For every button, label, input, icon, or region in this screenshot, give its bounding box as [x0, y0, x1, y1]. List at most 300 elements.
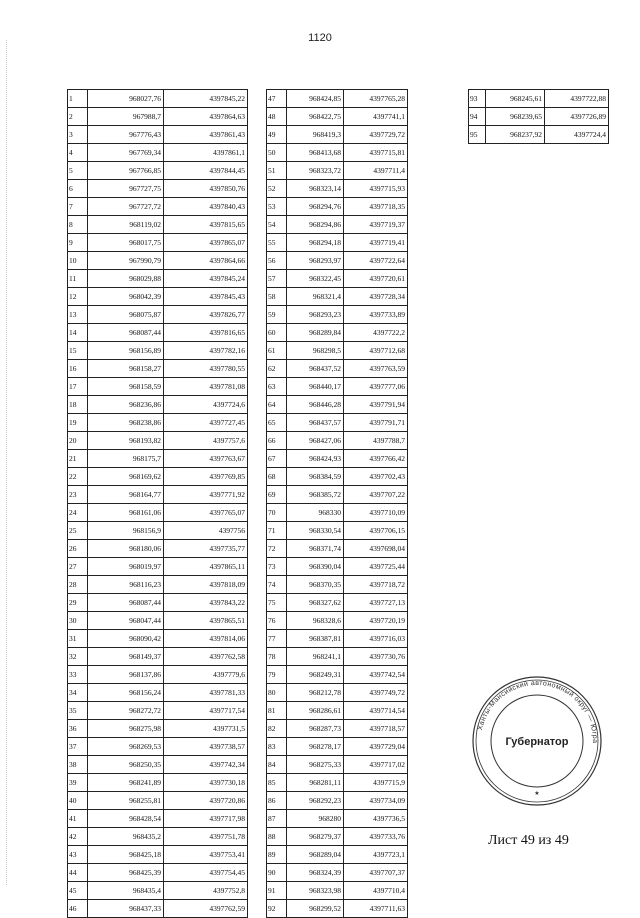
y-coordinate-cell: 4397720,86 [164, 792, 248, 810]
y-coordinate-cell: 4397861,43 [164, 126, 248, 144]
y-coordinate-cell: 4397788,7 [344, 432, 408, 450]
point-number-cell: 85 [267, 774, 287, 792]
scan-edge-mark [6, 40, 8, 885]
y-coordinate-cell: 4397752,8 [164, 882, 248, 900]
table-row [68, 342, 248, 360]
x-coordinate-cell: 968292,23 [287, 792, 344, 810]
point-number-cell: 78 [267, 648, 287, 666]
y-coordinate-cell: 4397733,76 [344, 828, 408, 846]
table-row [267, 378, 408, 396]
x-coordinate-cell: 968413,68 [287, 144, 344, 162]
table-row [469, 108, 609, 126]
x-coordinate-cell: 968161,06 [88, 504, 164, 522]
point-number-cell: 48 [267, 108, 287, 126]
y-coordinate-cell: 4397816,65 [164, 324, 248, 342]
seal-center-text: Губернатор [505, 736, 569, 748]
x-coordinate-cell: 968385,72 [287, 486, 344, 504]
table-row [267, 414, 408, 432]
x-coordinate-cell: 968156,9 [88, 522, 164, 540]
x-coordinate-cell: 968239,65 [486, 108, 545, 126]
y-coordinate-cell: 4397763,67 [164, 450, 248, 468]
x-coordinate-cell: 968149,37 [88, 648, 164, 666]
x-coordinate-cell: 968294,86 [287, 216, 344, 234]
x-coordinate-cell: 968299,52 [287, 900, 344, 918]
point-number-cell: 6 [68, 180, 88, 198]
point-number-cell: 90 [267, 864, 287, 882]
x-coordinate-cell: 968435,4 [88, 882, 164, 900]
x-coordinate-cell: 968298,5 [287, 342, 344, 360]
x-coordinate-cell: 968424,93 [287, 450, 344, 468]
table-row [68, 126, 248, 144]
point-number-cell: 55 [267, 234, 287, 252]
table-row [68, 378, 248, 396]
x-coordinate-cell: 968241,1 [287, 648, 344, 666]
y-coordinate-cell: 4397742,34 [164, 756, 248, 774]
point-number-cell: 54 [267, 216, 287, 234]
point-number-cell: 10 [68, 252, 88, 270]
table-row [267, 774, 408, 792]
point-number-cell: 47 [267, 90, 287, 108]
point-number-cell: 25 [68, 522, 88, 540]
table-row [267, 450, 408, 468]
y-coordinate-cell: 4397719,41 [344, 234, 408, 252]
table-row [267, 900, 408, 918]
point-number-cell: 21 [68, 450, 88, 468]
x-coordinate-cell: 968158,27 [88, 360, 164, 378]
y-coordinate-cell: 4397727,13 [344, 594, 408, 612]
x-coordinate-cell: 968419,3 [287, 126, 344, 144]
point-number-cell: 68 [267, 468, 287, 486]
point-number-cell: 50 [267, 144, 287, 162]
y-coordinate-cell: 4397715,81 [344, 144, 408, 162]
x-coordinate-cell: 968446,28 [287, 396, 344, 414]
x-coordinate-cell: 967727,75 [88, 180, 164, 198]
table-row [68, 270, 248, 288]
point-number-cell: 9 [68, 234, 88, 252]
y-coordinate-cell: 4397840,43 [164, 198, 248, 216]
x-coordinate-cell: 967727,72 [88, 198, 164, 216]
x-coordinate-cell: 968237,92 [486, 126, 545, 144]
y-coordinate-cell: 4397791,71 [344, 414, 408, 432]
y-coordinate-cell: 4397845,24 [164, 270, 248, 288]
y-coordinate-cell: 4397749,72 [344, 684, 408, 702]
x-coordinate-cell: 968289,04 [287, 846, 344, 864]
point-number-cell: 43 [68, 846, 88, 864]
point-number-cell: 18 [68, 396, 88, 414]
y-coordinate-cell: 4397723,1 [344, 846, 408, 864]
point-number-cell: 91 [267, 882, 287, 900]
x-coordinate-cell: 967990,79 [88, 252, 164, 270]
table-row [267, 630, 408, 648]
y-coordinate-cell: 4397719,37 [344, 216, 408, 234]
x-coordinate-cell: 968323,98 [287, 882, 344, 900]
y-coordinate-cell: 4397707,22 [344, 486, 408, 504]
x-coordinate-cell: 968269,53 [88, 738, 164, 756]
point-number-cell: 58 [267, 288, 287, 306]
y-coordinate-cell: 4397706,15 [344, 522, 408, 540]
table-row [469, 126, 609, 144]
point-number-cell: 92 [267, 900, 287, 918]
x-coordinate-cell: 967988,7 [88, 108, 164, 126]
table-row [68, 396, 248, 414]
x-coordinate-cell: 968286,61 [287, 702, 344, 720]
x-coordinate-cell: 968435,2 [88, 828, 164, 846]
y-coordinate-cell: 4397730,18 [164, 774, 248, 792]
point-number-cell: 60 [267, 324, 287, 342]
x-coordinate-cell: 968370,35 [287, 576, 344, 594]
y-coordinate-cell: 4397715,93 [344, 180, 408, 198]
table-row [267, 738, 408, 756]
y-coordinate-cell: 4397845,43 [164, 288, 248, 306]
table-row [68, 306, 248, 324]
x-coordinate-cell: 968212,78 [287, 684, 344, 702]
point-number-cell: 19 [68, 414, 88, 432]
x-coordinate-cell: 968390,04 [287, 558, 344, 576]
table-row [267, 270, 408, 288]
x-coordinate-cell: 968236,86 [88, 396, 164, 414]
point-number-cell: 79 [267, 666, 287, 684]
table-row [68, 828, 248, 846]
table-row [267, 468, 408, 486]
table-row [267, 288, 408, 306]
x-coordinate-cell: 968245,61 [486, 90, 545, 108]
table-row [267, 252, 408, 270]
table-row [267, 846, 408, 864]
x-coordinate-cell: 968158,59 [88, 378, 164, 396]
point-number-cell: 83 [267, 738, 287, 756]
table-row [68, 180, 248, 198]
x-coordinate-cell: 968116,23 [88, 576, 164, 594]
y-coordinate-cell: 4397724,4 [545, 126, 609, 144]
point-number-cell: 52 [267, 180, 287, 198]
point-number-cell: 17 [68, 378, 88, 396]
coordinates-table-2 [266, 89, 408, 918]
table-row [68, 288, 248, 306]
point-number-cell: 5 [68, 162, 88, 180]
table-row [68, 594, 248, 612]
point-number-cell: 72 [267, 540, 287, 558]
table-row [267, 180, 408, 198]
point-number-cell: 11 [68, 270, 88, 288]
point-number-cell: 24 [68, 504, 88, 522]
y-coordinate-cell: 4397702,43 [344, 468, 408, 486]
table-row [267, 360, 408, 378]
y-coordinate-cell: 4397716,03 [344, 630, 408, 648]
point-number-cell: 20 [68, 432, 88, 450]
table-row [68, 324, 248, 342]
point-number-cell: 34 [68, 684, 88, 702]
x-coordinate-cell: 968238,86 [88, 414, 164, 432]
x-coordinate-cell: 968272,72 [88, 702, 164, 720]
x-coordinate-cell: 968255,81 [88, 792, 164, 810]
table-row [68, 486, 248, 504]
point-number-cell: 15 [68, 342, 88, 360]
table-row [68, 144, 248, 162]
table-row [68, 504, 248, 522]
table-row [68, 630, 248, 648]
y-coordinate-cell: 4397733,89 [344, 306, 408, 324]
x-coordinate-cell: 968087,44 [88, 594, 164, 612]
table-row [267, 126, 408, 144]
point-number-cell: 36 [68, 720, 88, 738]
table-row [68, 90, 248, 108]
x-coordinate-cell: 968294,18 [287, 234, 344, 252]
point-number-cell: 32 [68, 648, 88, 666]
y-coordinate-cell: 4397729,72 [344, 126, 408, 144]
sheet-label: Лист 49 из 49 [488, 833, 569, 848]
point-number-cell: 93 [469, 90, 486, 108]
y-coordinate-cell: 4397720,19 [344, 612, 408, 630]
x-coordinate-cell: 968175,7 [88, 450, 164, 468]
x-coordinate-cell: 968427,06 [287, 432, 344, 450]
y-coordinate-cell: 4397717,98 [164, 810, 248, 828]
point-number-cell: 12 [68, 288, 88, 306]
table-row [68, 648, 248, 666]
point-number-cell: 63 [267, 378, 287, 396]
table-row [68, 540, 248, 558]
point-number-cell: 69 [267, 486, 287, 504]
x-coordinate-cell: 968327,62 [287, 594, 344, 612]
table-row [68, 846, 248, 864]
point-number-cell: 16 [68, 360, 88, 378]
table-row [68, 234, 248, 252]
x-coordinate-cell: 968281,11 [287, 774, 344, 792]
y-coordinate-cell: 4397722,88 [545, 90, 609, 108]
y-coordinate-cell: 4397717,54 [164, 702, 248, 720]
x-coordinate-cell: 968119,02 [88, 216, 164, 234]
point-number-cell: 7 [68, 198, 88, 216]
point-number-cell: 22 [68, 468, 88, 486]
y-coordinate-cell: 4397711,63 [344, 900, 408, 918]
x-coordinate-cell: 968029,88 [88, 270, 164, 288]
y-coordinate-cell: 4397735,77 [164, 540, 248, 558]
point-number-cell: 14 [68, 324, 88, 342]
table-row [68, 162, 248, 180]
x-coordinate-cell: 968193,82 [88, 432, 164, 450]
point-number-cell: 62 [267, 360, 287, 378]
table-row [267, 522, 408, 540]
seal-ring-text: Ханты-Мансийский автономный округ — Югра [477, 679, 599, 744]
x-coordinate-cell: 968324,39 [287, 864, 344, 882]
x-coordinate-cell: 968278,17 [287, 738, 344, 756]
table-row [68, 558, 248, 576]
y-coordinate-cell: 4397717,02 [344, 756, 408, 774]
point-number-cell: 53 [267, 198, 287, 216]
x-coordinate-cell: 968294,76 [287, 198, 344, 216]
point-number-cell: 35 [68, 702, 88, 720]
x-coordinate-cell: 968241,89 [88, 774, 164, 792]
table-row [267, 828, 408, 846]
point-number-cell: 75 [267, 594, 287, 612]
y-coordinate-cell: 4397710,4 [344, 882, 408, 900]
table-row [68, 900, 248, 918]
x-coordinate-cell: 968322,45 [287, 270, 344, 288]
x-coordinate-cell: 968047,44 [88, 612, 164, 630]
point-number-cell: 13 [68, 306, 88, 324]
point-number-cell: 46 [68, 900, 88, 918]
table-row [267, 144, 408, 162]
point-number-cell: 44 [68, 864, 88, 882]
y-coordinate-cell: 4397826,77 [164, 306, 248, 324]
y-coordinate-cell: 4397791,94 [344, 396, 408, 414]
y-coordinate-cell: 4397781,33 [164, 684, 248, 702]
y-coordinate-cell: 4397765,28 [344, 90, 408, 108]
y-coordinate-cell: 4397762,59 [164, 900, 248, 918]
point-number-cell: 51 [267, 162, 287, 180]
x-coordinate-cell: 968042,39 [88, 288, 164, 306]
y-coordinate-cell: 4397718,72 [344, 576, 408, 594]
y-coordinate-cell: 4397718,35 [344, 198, 408, 216]
table-row [68, 450, 248, 468]
seal-star-icon: ★ [534, 791, 540, 797]
x-coordinate-cell: 968437,52 [287, 360, 344, 378]
table-row [68, 108, 248, 126]
x-coordinate-cell: 968328,6 [287, 612, 344, 630]
y-coordinate-cell: 4397757,6 [164, 432, 248, 450]
y-coordinate-cell: 4397777,06 [344, 378, 408, 396]
table-row [267, 540, 408, 558]
x-coordinate-cell: 968323,14 [287, 180, 344, 198]
x-coordinate-cell: 968371,74 [287, 540, 344, 558]
point-number-cell: 87 [267, 810, 287, 828]
table-row [267, 234, 408, 252]
y-coordinate-cell: 4397843,22 [164, 594, 248, 612]
y-coordinate-cell: 4397765,07 [164, 504, 248, 522]
y-coordinate-cell: 4397738,57 [164, 738, 248, 756]
x-coordinate-cell: 968019,97 [88, 558, 164, 576]
point-number-cell: 29 [68, 594, 88, 612]
y-coordinate-cell: 4397818,09 [164, 576, 248, 594]
point-number-cell: 82 [267, 720, 287, 738]
table-row [68, 432, 248, 450]
point-number-cell: 4 [68, 144, 88, 162]
y-coordinate-cell: 4397766,42 [344, 450, 408, 468]
y-coordinate-cell: 4397780,55 [164, 360, 248, 378]
table-row [68, 522, 248, 540]
y-coordinate-cell: 4397707,37 [344, 864, 408, 882]
point-number-cell: 89 [267, 846, 287, 864]
y-coordinate-cell: 4397710,09 [344, 504, 408, 522]
table-row [267, 612, 408, 630]
governor-seal-stamp [469, 673, 605, 809]
x-coordinate-cell: 968017,75 [88, 234, 164, 252]
svg-text:Ханты-Мансийский автономный ок [477, 680, 598, 744]
y-coordinate-cell: 4397729,04 [344, 738, 408, 756]
y-coordinate-cell: 4397731,5 [164, 720, 248, 738]
y-coordinate-cell: 4397753,41 [164, 846, 248, 864]
y-coordinate-cell: 4397769,85 [164, 468, 248, 486]
table-row [267, 702, 408, 720]
table-row [68, 468, 248, 486]
x-coordinate-cell: 968137,86 [88, 666, 164, 684]
point-number-cell: 71 [267, 522, 287, 540]
point-number-cell: 28 [68, 576, 88, 594]
point-number-cell: 57 [267, 270, 287, 288]
x-coordinate-cell: 968289,84 [287, 324, 344, 342]
table-row [68, 198, 248, 216]
y-coordinate-cell: 4397718,57 [344, 720, 408, 738]
table-row [68, 360, 248, 378]
y-coordinate-cell: 4397763,59 [344, 360, 408, 378]
y-coordinate-cell: 4397865,11 [164, 558, 248, 576]
point-number-cell: 94 [469, 108, 486, 126]
y-coordinate-cell: 4397712,68 [344, 342, 408, 360]
point-number-cell: 67 [267, 450, 287, 468]
x-coordinate-cell: 968180,06 [88, 540, 164, 558]
y-coordinate-cell: 4397722,2 [344, 324, 408, 342]
y-coordinate-cell: 4397779,6 [164, 666, 248, 684]
table-row [267, 558, 408, 576]
point-number-cell: 88 [267, 828, 287, 846]
y-coordinate-cell: 4397711,4 [344, 162, 408, 180]
point-number-cell: 61 [267, 342, 287, 360]
table-row [68, 612, 248, 630]
table-row [68, 774, 248, 792]
table-row [267, 882, 408, 900]
y-coordinate-cell: 4397814,06 [164, 630, 248, 648]
x-coordinate-cell: 968384,59 [287, 468, 344, 486]
table-row [68, 864, 248, 882]
x-coordinate-cell: 968090,42 [88, 630, 164, 648]
point-number-cell: 86 [267, 792, 287, 810]
point-number-cell: 39 [68, 774, 88, 792]
y-coordinate-cell: 4397726,89 [545, 108, 609, 126]
table-row [68, 756, 248, 774]
point-number-cell: 23 [68, 486, 88, 504]
y-coordinate-cell: 4397844,45 [164, 162, 248, 180]
point-number-cell: 73 [267, 558, 287, 576]
x-coordinate-cell: 968280 [287, 810, 344, 828]
point-number-cell: 2 [68, 108, 88, 126]
x-coordinate-cell: 968330,54 [287, 522, 344, 540]
y-coordinate-cell: 4397720,61 [344, 270, 408, 288]
x-coordinate-cell: 968027,76 [88, 90, 164, 108]
point-number-cell: 66 [267, 432, 287, 450]
x-coordinate-cell: 968422,75 [287, 108, 344, 126]
y-coordinate-cell: 4397727,45 [164, 414, 248, 432]
point-number-cell: 27 [68, 558, 88, 576]
table-row [68, 702, 248, 720]
table-row [267, 576, 408, 594]
y-coordinate-cell: 4397724,6 [164, 396, 248, 414]
table-row [267, 810, 408, 828]
y-coordinate-cell: 4397864,63 [164, 108, 248, 126]
point-number-cell: 42 [68, 828, 88, 846]
table-row [68, 252, 248, 270]
y-coordinate-cell: 4397754,45 [164, 864, 248, 882]
table-row [68, 720, 248, 738]
y-coordinate-cell: 4397715,9 [344, 774, 408, 792]
table-row [267, 756, 408, 774]
y-coordinate-cell: 4397782,16 [164, 342, 248, 360]
table-row [267, 594, 408, 612]
table-row [68, 882, 248, 900]
y-coordinate-cell: 4397725,44 [344, 558, 408, 576]
coordinates-table-3 [468, 89, 609, 144]
x-coordinate-cell: 968323,72 [287, 162, 344, 180]
x-coordinate-cell: 968169,62 [88, 468, 164, 486]
x-coordinate-cell: 968087,44 [88, 324, 164, 342]
table-row [68, 684, 248, 702]
point-number-cell: 1 [68, 90, 88, 108]
point-number-cell: 33 [68, 666, 88, 684]
table-row [267, 720, 408, 738]
x-coordinate-cell: 968428,54 [88, 810, 164, 828]
table-row [267, 432, 408, 450]
page-number: 1120 [308, 32, 332, 44]
table-row [267, 864, 408, 882]
table-row [68, 576, 248, 594]
